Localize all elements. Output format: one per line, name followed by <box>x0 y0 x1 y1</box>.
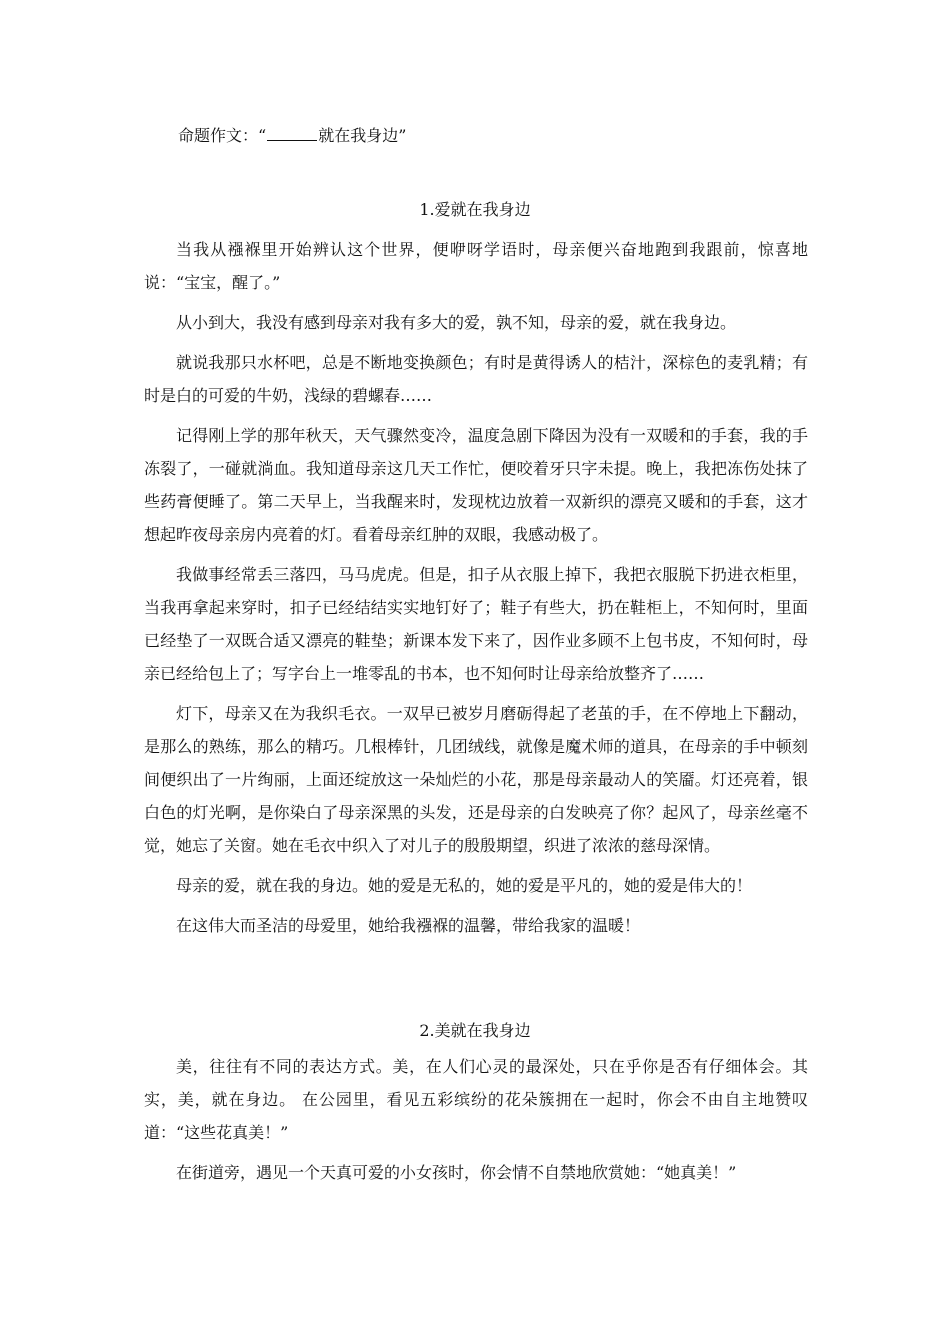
essay-1-paragraph: 母亲的爱，就在我的身边。她的爱是无私的，她的爱是平凡的，她的爱是伟大的！ <box>176 876 753 895</box>
prompt-blank <box>267 125 317 141</box>
essay-2-title: 2.美就在我身边 <box>419 1021 531 1040</box>
essay-1-paragraph: 灯下，母亲又在为我织毛衣。一双早已被岁月磨砺得起了老茧的手，在不停地上下翻动，是那么的熟练，那么的精巧。几根棒针，几团绒线，就像是魔术师的道具，在母亲的手中顿刻间便织出了一片绚丽，上面还绽放这一朵灿烂的小花，那是母亲最动人的笑靥。灯还亮着，银白色的灯光啊，是你染白了母亲深黑的头发，还是母亲的白发映亮了你？起风了，母亲丝毫不觉，她忘了关窗。她在毛衣中织入了对儿子的殷殷期望，织进了浓浓的慈母深情。 <box>144 704 808 855</box>
essay-2-paragraph: 在街道旁，遇见一个天真可爱的小女孩时，你会情不自禁地欣赏她：“她真美！” <box>176 1163 737 1182</box>
essay-1-paragraph: 就说我那只水杯吧，总是不断地变换颜色；有时是黄得诱人的桔汁，深棕色的麦乳精；有时是白的可爱的牛奶，浅绿的碧螺春…… <box>144 353 808 405</box>
essay-1-body <box>144 233 808 949</box>
prompt-prefix: 命题作文：“ <box>178 126 267 145</box>
essay-1-paragraph: 当我从襁褓里开始辨认这个世界，便咿呀学语时，母亲便兴奋地跑到我跟前，惊喜地说：“宝宝，醒了。” <box>144 240 808 292</box>
essay-2-paragraph: 美，往往有不同的表达方式。美，在人们心灵的最深处，只在乎你是否有仔细体会。其实，美，就在身边。 在公园里，看见五彩缤纷的花朵簇拥在一起时，你会不由自主地赞叹道：“这些花真美！” <box>144 1057 808 1142</box>
prompt-suffix: 就在我身边” <box>318 126 407 145</box>
essay-1-paragraph: 我做事经常丢三落四，马马虎虎。但是，扣子从衣服上掉下，我把衣服脱下扔进衣柜里，当我再拿起来穿时，扣子已经结结实实地钉好了；鞋子有些大，扔在鞋柜上，不知何时，里面已经垫了一双既合适又漂亮的鞋垫；新课本发下来了，因作业多顾不上包书皮，不知何时，母亲已经给包上了；写字台上一堆零乱的书本，也不知何时让母亲给放整齐了…… <box>144 565 808 683</box>
essay-1-paragraph: 在这伟大而圣洁的母爱里，她给我襁褓的温馨，带给我家的温暖！ <box>176 916 641 935</box>
composition-prompt <box>178 124 406 148</box>
essay-1-title: 1.爱就在我身边 <box>419 200 531 219</box>
essay-2-body <box>144 1050 808 1196</box>
essay-1-paragraph: 记得刚上学的那年秋天，天气骤然变冷，温度急剧下降因为没有一双暖和的手套，我的手冻裂了，一碰就淌血。我知道母亲这几天工作忙，便咬着牙只字未提。晚上，我把冻伤处抹了些药膏便睡了。第二天早上，当我醒来时，发现枕边放着一双新织的漂亮又暖和的手套，这才想起昨夜母亲房内亮着的灯。看着母亲红肿的双眼，我感动极了。 <box>144 426 808 544</box>
essay-1-paragraph: 从小到大，我没有感到母亲对我有多大的爱，孰不知，母亲的爱，就在我身边。 <box>176 313 737 332</box>
